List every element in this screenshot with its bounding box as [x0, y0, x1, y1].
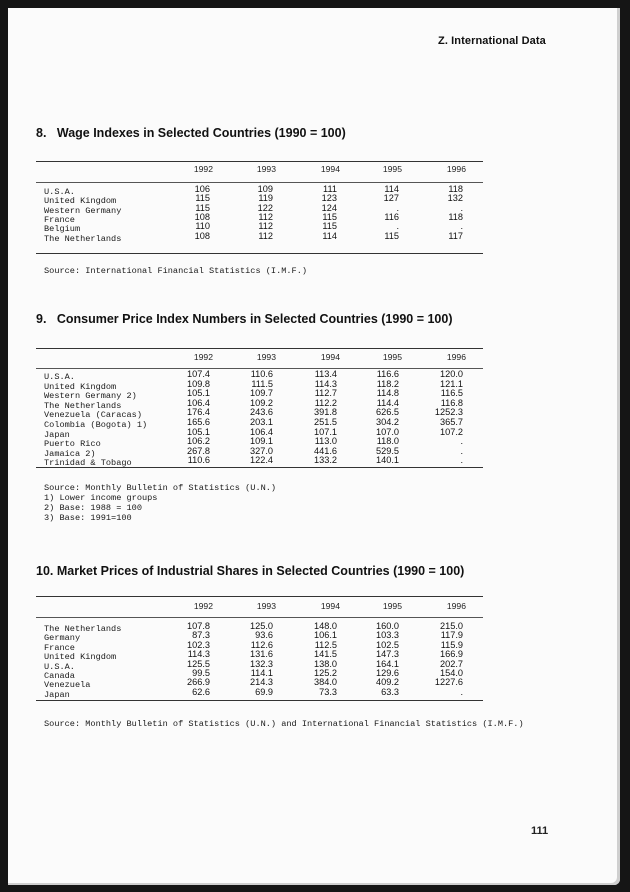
table-cell: 107.0	[376, 426, 399, 437]
table-cell: 115	[322, 211, 337, 222]
table-cell: 69.9	[255, 686, 273, 697]
row-label: Western Germany 2)	[44, 391, 137, 402]
table-cell: .	[460, 221, 463, 232]
table-cell: 118.2	[376, 378, 399, 389]
table-cell: 202.7	[440, 658, 463, 669]
top-rule	[36, 596, 483, 597]
table-cell: .	[396, 202, 399, 213]
table-cell: 114	[322, 230, 337, 241]
table-cell: 115	[322, 221, 337, 232]
column-header: 1995	[382, 352, 402, 362]
column-header: 1996	[446, 601, 466, 611]
table-cell: 365.7	[440, 417, 463, 427]
header-rule	[36, 617, 483, 618]
table-cell: 111	[323, 184, 337, 194]
column-header: 1993	[256, 601, 276, 611]
table-cell: 108	[194, 211, 210, 222]
header-rule	[36, 182, 483, 183]
table-cell: 109	[257, 184, 273, 194]
table-cell: 125.2	[314, 668, 337, 678]
row-label: The Netherlands	[44, 624, 122, 634]
row-label: Trinidad & Tobago	[44, 458, 132, 469]
row-label: Colombia (Bogota) 1)	[44, 420, 148, 430]
table-cell: 106.1	[314, 630, 337, 641]
table-cell: 1252.3	[434, 407, 463, 418]
table-cell: 114.3	[187, 649, 210, 660]
table-cell: 110	[195, 221, 210, 232]
table-cell: 138.0	[314, 658, 337, 669]
table-8-title	[36, 126, 346, 140]
table-cell: 122.4	[250, 455, 273, 466]
table-cell: 114	[384, 184, 399, 194]
row-label: Germany	[44, 633, 81, 644]
table-cell: 115	[195, 193, 210, 204]
table-cell: 114.1	[250, 668, 273, 678]
table-number: 9.	[36, 312, 47, 326]
table-cell: 109.7	[250, 388, 273, 399]
row-label: United Kingdom	[44, 196, 117, 207]
table-cell: 122	[257, 202, 273, 213]
table-cell: 115	[384, 230, 399, 241]
row-label: U.S.A.	[44, 661, 75, 672]
table-cell: 99.5	[192, 668, 210, 678]
table-cell: 215.0	[440, 621, 463, 631]
table-cell: 102.3	[187, 639, 210, 650]
column-header: 1995	[382, 164, 402, 174]
table-cell: 116.8	[440, 397, 463, 408]
table-cell: 266.9	[187, 677, 210, 688]
table-cell: 132	[447, 193, 463, 204]
table-title-text: Wage Indexes in Selected Countries (1990 = 100)	[56, 126, 346, 140]
column-header: 1995	[382, 601, 402, 611]
table-cell: 124	[321, 202, 337, 213]
table-cell: 112.5	[314, 639, 337, 650]
table-cell: .	[460, 686, 463, 697]
table-cell: 109.1	[250, 436, 273, 447]
table-cell: 110.6	[187, 455, 210, 466]
table-title-text: Market Prices of Industrial Shares in Selected Countries (1990 = 100)	[56, 564, 465, 578]
table-cell: 117	[448, 230, 463, 241]
footnote-2: 2) Base: 1988 = 100	[44, 503, 142, 513]
table-cell: 106.4	[187, 397, 210, 408]
document-page	[8, 8, 620, 885]
table-cell: 147.3	[376, 649, 399, 660]
table-cell: 112	[258, 221, 273, 232]
table-cell: 118.0	[376, 436, 399, 447]
table-cell: 109.8	[187, 378, 210, 389]
row-label: Jamaica 2)	[44, 448, 96, 459]
row-label: U.S.A.	[44, 372, 75, 382]
table-cell: 141.5	[314, 649, 337, 660]
row-label: Western Germany	[44, 205, 122, 216]
table-cell: 112	[258, 211, 273, 222]
table-cell: 176.4	[187, 407, 210, 418]
column-header: 1996	[446, 164, 466, 174]
table-cell: 160.0	[376, 621, 399, 631]
row-label: Venezuela (Caracas)	[44, 410, 142, 421]
table-cell: 251.5	[314, 417, 337, 427]
table-cell: 121.1	[440, 378, 463, 389]
row-label: Puerto Rico	[44, 439, 101, 450]
table-cell: 63.3	[381, 686, 399, 697]
column-header: 1992	[193, 164, 213, 174]
table-cell: 327.0	[250, 445, 273, 456]
table-cell: .	[396, 221, 399, 232]
row-label: Canada	[44, 671, 75, 681]
table-9-title	[36, 312, 453, 326]
table-cell: 441.6	[314, 445, 337, 456]
table-cell: 102.5	[376, 639, 399, 650]
footnote-3: 3) Base: 1991=100	[44, 513, 132, 523]
source-note: Source: Monthly Bulletin of Statistics (U.N.) and International Financial Statistics (I.M.F.)	[44, 719, 524, 729]
table-cell: 529.5	[376, 445, 399, 456]
row-label: Venezuela	[44, 680, 91, 691]
table-cell: 107.8	[187, 621, 210, 631]
table-cell: .	[460, 445, 463, 456]
table-cell: 125.0	[250, 621, 273, 631]
table-cell: 391.8	[314, 407, 337, 418]
table-cell: 116.6	[376, 369, 399, 379]
table-cell: 148.0	[314, 621, 337, 631]
table-cell: 114.8	[376, 388, 399, 399]
table-cell: 129.6	[376, 668, 399, 678]
row-label: U.S.A.	[44, 187, 75, 197]
row-label: France	[44, 214, 75, 225]
row-label: United Kingdom	[44, 652, 117, 663]
column-header: 1994	[320, 164, 340, 174]
table-cell: 106	[194, 184, 210, 194]
table-cell: 115	[195, 202, 210, 213]
table-cell: 123	[321, 193, 337, 204]
table-cell: 409.2	[376, 677, 399, 688]
top-rule	[36, 348, 483, 349]
column-header: 1992	[193, 601, 213, 611]
table-cell: .	[460, 436, 463, 447]
source-note: Source: International Financial Statistics (I.M.F.)	[44, 266, 308, 276]
column-header: 1994	[320, 352, 340, 362]
table-cell: 131.6	[250, 649, 273, 660]
row-label: Belgium	[44, 224, 81, 235]
top-rule	[36, 161, 483, 162]
table-cell: 107.4	[187, 369, 210, 379]
table-cell: 118	[448, 211, 463, 222]
table-cell: 62.6	[192, 686, 210, 697]
page-number: 111	[531, 825, 549, 837]
table-cell: 116	[384, 211, 399, 222]
table-cell: 114.3	[314, 378, 337, 389]
table-cell: 115.9	[440, 639, 463, 650]
table-cell: 243.6	[250, 407, 273, 418]
table-cell: .	[460, 202, 463, 213]
table-cell: 164.1	[376, 658, 399, 669]
table-cell: 87.3	[192, 630, 210, 641]
table-cell: .	[460, 455, 463, 466]
table-cell: 111.5	[251, 378, 273, 389]
bottom-rule	[36, 700, 483, 701]
table-cell: 1227.6	[434, 677, 463, 688]
table-cell: 105.1	[187, 388, 210, 399]
row-label: The Netherlands	[44, 233, 122, 244]
table-cell: 117.9	[440, 630, 463, 641]
table-cell: 112.6	[250, 639, 273, 650]
table-cell: 109.2	[250, 397, 273, 408]
source-note: Source: Monthly Bulletin of Statistics (U.N.)	[44, 483, 277, 493]
table-cell: 113.0	[314, 436, 337, 447]
table-cell: 384.0	[314, 677, 337, 688]
table-cell: 105.1	[187, 426, 210, 437]
row-label: United Kingdom	[44, 381, 117, 392]
table-cell: 203.1	[250, 417, 273, 427]
footnote-1: 1) Lower income groups	[44, 493, 158, 503]
column-header: 1996	[446, 352, 466, 362]
row-label: The Netherlands	[44, 400, 122, 411]
table-cell: 118	[448, 184, 463, 194]
table-cell: 110.6	[250, 369, 273, 379]
column-header: 1992	[193, 352, 213, 362]
table-cell: 108	[194, 230, 210, 241]
column-header: 1993	[256, 164, 276, 174]
table-cell: 107.2	[440, 426, 463, 437]
table-cell: 165.6	[187, 417, 210, 427]
table-cell: 166.9	[440, 649, 463, 660]
table-cell: 127	[383, 193, 399, 204]
bottom-rule	[36, 253, 483, 254]
column-header: 1994	[320, 601, 340, 611]
table-cell: 93.6	[255, 630, 273, 641]
table-title-text: Consumer Price Index Numbers in Selected Countries (1990 = 100)	[56, 312, 453, 326]
table-cell: 125.5	[187, 658, 210, 669]
table-cell: 107.1	[314, 426, 337, 437]
table-cell: 112.2	[314, 397, 337, 408]
table-cell: 214.3	[250, 677, 273, 688]
table-10-title	[36, 564, 464, 578]
bottom-rule	[36, 467, 483, 468]
table-cell: 113.4	[314, 369, 337, 379]
table-cell: 132.3	[250, 658, 273, 669]
table-number: 8.	[36, 126, 47, 140]
table-cell: 154.0	[440, 668, 463, 678]
table-cell: 112.7	[314, 388, 337, 399]
table-cell: 114.4	[376, 397, 399, 408]
table-cell: 267.8	[187, 445, 210, 456]
row-label: Japan	[44, 429, 70, 440]
table-cell: 112	[258, 230, 273, 241]
table-cell: 103.3	[376, 630, 399, 641]
table-cell: 120.0	[440, 369, 463, 379]
table-cell: 304.2	[376, 417, 399, 427]
row-label: France	[44, 642, 75, 653]
table-cell: 106.2	[187, 436, 210, 447]
table-cell: 106.4	[250, 426, 273, 437]
table-cell: 73.3	[319, 686, 337, 697]
table-cell: 119	[258, 193, 273, 204]
table-cell: 140.1	[376, 455, 399, 466]
table-cell: 116.5	[440, 388, 463, 399]
table-cell: 133.2	[314, 455, 337, 466]
column-header: 1993	[256, 352, 276, 362]
running-head: Z. International Data	[438, 35, 546, 47]
row-label: Japan	[44, 689, 70, 700]
table-number: 10.	[36, 564, 54, 578]
table-cell: 626.5	[376, 407, 399, 418]
